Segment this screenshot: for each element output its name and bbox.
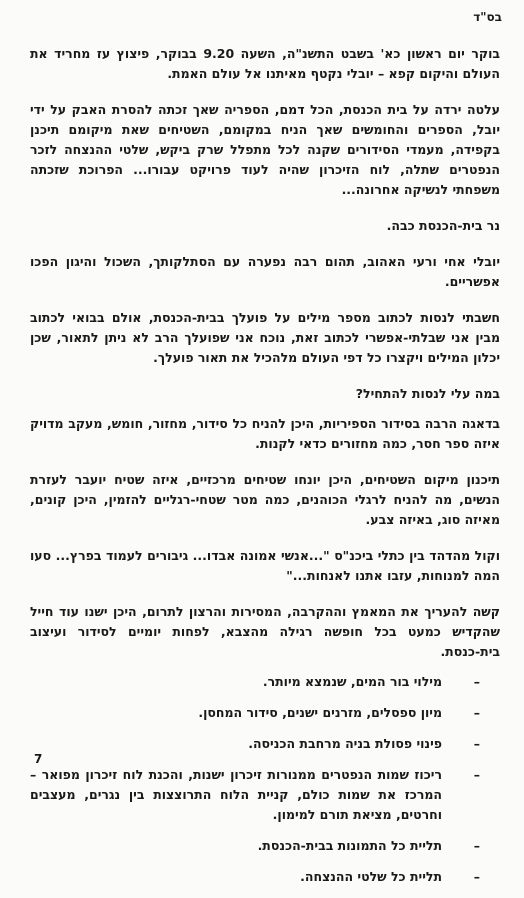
- paragraph: וקול מהדהד בין כתלי ביכנ"ס "...אנשי אמונה אבדו... גיבורים לעמוד בפרץ... סעו המה למנוחות, עזבו אתנו לאנחות...": [30, 548, 500, 583]
- list-item-text: מילוי בור המים, שנמצא מיותר.: [262, 674, 442, 689]
- list-item-text: פינוי פסולת בניה מרחבת הכניסה.: [248, 736, 442, 751]
- list-dash: –: [473, 767, 480, 782]
- paragraph: במה עלי לנסות להתחיל?: [355, 386, 500, 401]
- paragraph: תיכנון מיקום השטיחים, היכן יונחו שטיחים מרכזיים, איזה שטיח יועבר לעזרת הנשים, מה להניח לרגלי הכוהנים, כמה מטר שטחי-רגליים להזמין, היכן קונים, מאיזה סוג, באיזה צבע.: [30, 472, 500, 527]
- list-dash: –: [473, 705, 480, 720]
- paragraph: נר בית-הכנסת כבה.: [386, 218, 500, 233]
- paragraph: חשבתי לנסות לכתוב מספר מילים על פועלך בבית-הכנסת, אולם בבואי לכתוב מבין אני שבלתי-אפשרי לכתוב זאת, נוכח אני שפועלך הרב לא ניתן לתאור, שכן יכלון המילים ויקצרו כל דפי העולם מלהכיל את תאור פועלך.: [30, 310, 500, 365]
- paragraph: בוקר יום ראשון כא' בשבט התשנ"ה, השעה 9.20 בבוקר, פיצוץ עז מחריד את העולם והיקום קפא – יובלי נקטף מאיתנו אל עולם האמת.: [30, 46, 500, 81]
- list-item: [30, 672, 500, 692]
- list-item: [30, 836, 500, 856]
- list-dash: –: [473, 869, 480, 884]
- paragraph: קשה להעריך את המאמץ וההקרבה, המסירות והרצון לתרום, היכן ישנו עוד חייל שהקדיש כמעט בכל חופשה רגילה מהצבא, לפחות יומיים לסידור ועיצוב בית-כנסת.: [30, 604, 500, 659]
- document-body: [30, 44, 500, 898]
- list-dash: –: [473, 838, 480, 853]
- list-item-text: ריכוז שמות הנפטרים ממנורות זיכרון ישנות, והכנת לוח זיכרון מפואר – המרכז את שמות כולם, קניית הלוח התרוצצות בין נגרים, מעצבים וחרטים, מציאת תורם למימון.: [30, 767, 442, 822]
- paragraph: עלטה ירדה על בית הכנסת, הכל דמם, הספריה שאך זכתה להסרת האבק על ידי יובל, הספרים והחומשים שאך הניח במקומם, השטיחים שאת מיקומם תיכנן בקפידה, מעמדי הסידורים שקנה לכל מתפלל שרק ביקש, שלטי ההנצחה לזכר הנפטרים שתלה, לוח הזיכרון שהיה לעוד פרויקט עבורו... הפרוכת שזכתה משפחתי לנשיקה אחרונה...: [30, 102, 500, 197]
- header-mark: בס"ד: [473, 10, 502, 24]
- list-item: [30, 734, 500, 754]
- list-item: [30, 867, 500, 887]
- list-item: [30, 765, 500, 825]
- task-list: [30, 672, 500, 887]
- list-item-text: תליית כל התמונות בבית-הכנסת.: [257, 838, 442, 853]
- paragraph: בדאגה הרבה בסידור הספיריות, היכן להניח כל סידור, מחזור, חומש, מעקב מדויק איזה ספר חסר, כמה מחזורים כדאי לקנות.: [30, 416, 500, 451]
- list-item-text: מיון ספסלים, מזרנים ישנים, סידור המחסן.: [198, 705, 442, 720]
- list-dash: –: [473, 736, 480, 751]
- list-item: [30, 703, 500, 723]
- page-number: 7: [34, 752, 43, 766]
- list-item-text: תליית כל שלטי ההנצחה.: [300, 869, 442, 884]
- list-dash: –: [473, 674, 480, 689]
- paragraph: יובלי אחי ורעי האהוב, תהום רבה נפערה עם הסתלקותך, השכול והיגון הפכו אפשריים.: [30, 254, 500, 289]
